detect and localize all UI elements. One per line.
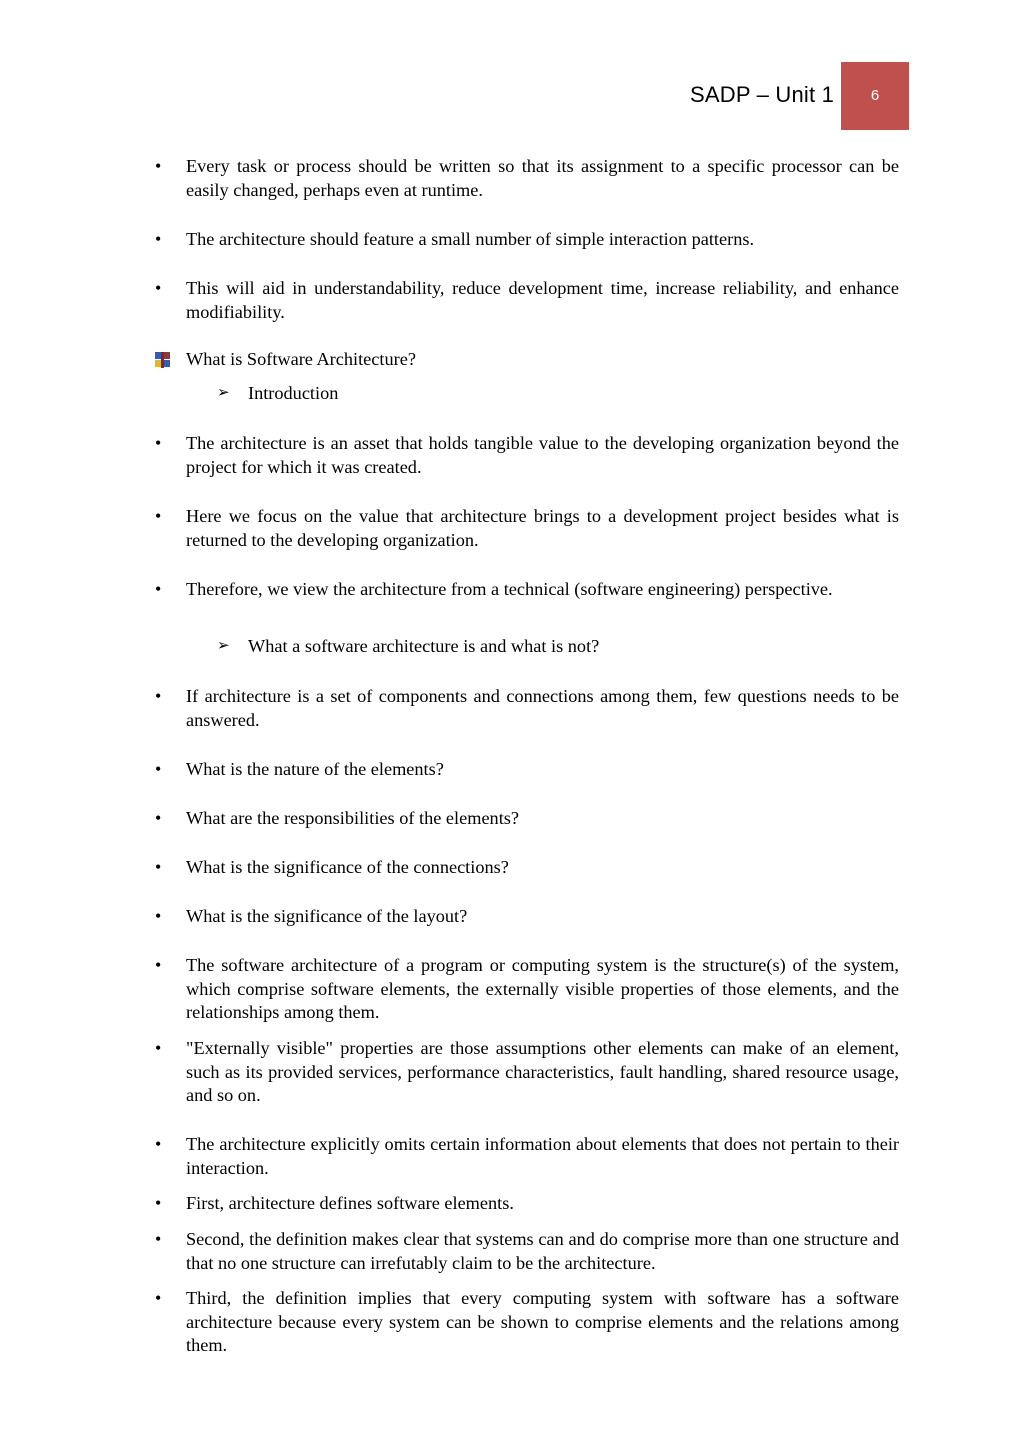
bullet-icon: • [155,278,162,298]
bullet-icon: • [155,229,162,249]
bullet-icon: • [155,759,162,779]
arrow-bullet-icon: ➢ [217,638,230,654]
bullet-icon: • [155,1193,162,1213]
list-item: If architecture is a set of components and connections among them, few questions needs to be answered. [186,686,899,730]
list-item: "Externally visible" properties are those assumptions other elements can make of an element, such as its provided services, performance characteristics, fault handling, shared resource usage, and so on. [186,1038,899,1106]
list-item: What are the responsibilities of the elements? [186,808,520,828]
arrow-bullet-icon: ➢ [217,385,230,401]
checkered-bullet-icon [155,352,171,368]
list-item: The architecture is an asset that holds tangible value to the developing organization beyond the project for which it was created. [186,433,899,477]
bullet-icon: • [155,433,162,453]
document-title: SADP – Unit 1 [690,82,835,107]
list-item: What is the significance of the layout? [186,906,468,926]
sub-heading: Introduction [248,383,339,403]
list-item: The architecture explicitly omits certain information about elements that does not pertain to their interaction. [186,1134,899,1178]
bullet-icon: • [155,1229,162,1249]
bullet-icon: • [155,1134,162,1154]
bullet-icon: • [155,808,162,828]
list-item: Third, the definition implies that every computing system with software has a software architecture because every system can be shown to comprise elements and the relations among them. [186,1288,899,1356]
bullet-icon: • [155,156,162,176]
bullet-icon: • [155,686,162,706]
list-item: Every task or process should be written so that its assignment to a specific processor can be easily changed, perhaps even at runtime. [186,156,899,200]
bullet-icon: • [155,906,162,926]
list-item: Therefore, we view the architecture from a technical (software engineering) perspective. [186,579,833,599]
bullet-icon: • [155,857,162,877]
bullet-icon: • [155,1288,162,1308]
bullet-icon: • [155,579,162,599]
list-item: This will aid in understandability, reduce development time, increase reliability, and enhance modifiability. [186,278,899,322]
list-item: The software architecture of a program or computing system is the structure(s) of the system, which comprise software elements, the externally visible properties of those elements, and the relationships among them. [186,955,899,1023]
list-item: Second, the definition makes clear that systems can and do comprise more than one structure and that no one structure can irrefutably claim to be the architecture. [186,1229,899,1273]
bullet-icon: • [155,955,162,975]
sub-heading: What a software architecture is and what is not? [248,636,600,656]
list-item: What is the nature of the elements? [186,759,444,779]
list-item: What is the significance of the connections? [186,857,509,877]
list-item: Here we focus on the value that architecture brings to a development project besides what is returned to the developing organization. [186,506,899,550]
bullet-icon: • [155,1038,162,1058]
section-heading: What is Software Architecture? [186,349,416,369]
list-item: First, architecture defines software elements. [186,1193,514,1213]
page-number-badge: 6 [841,62,909,130]
bullet-icon: • [155,506,162,526]
list-item: The architecture should feature a small number of simple interaction patterns. [186,229,755,249]
